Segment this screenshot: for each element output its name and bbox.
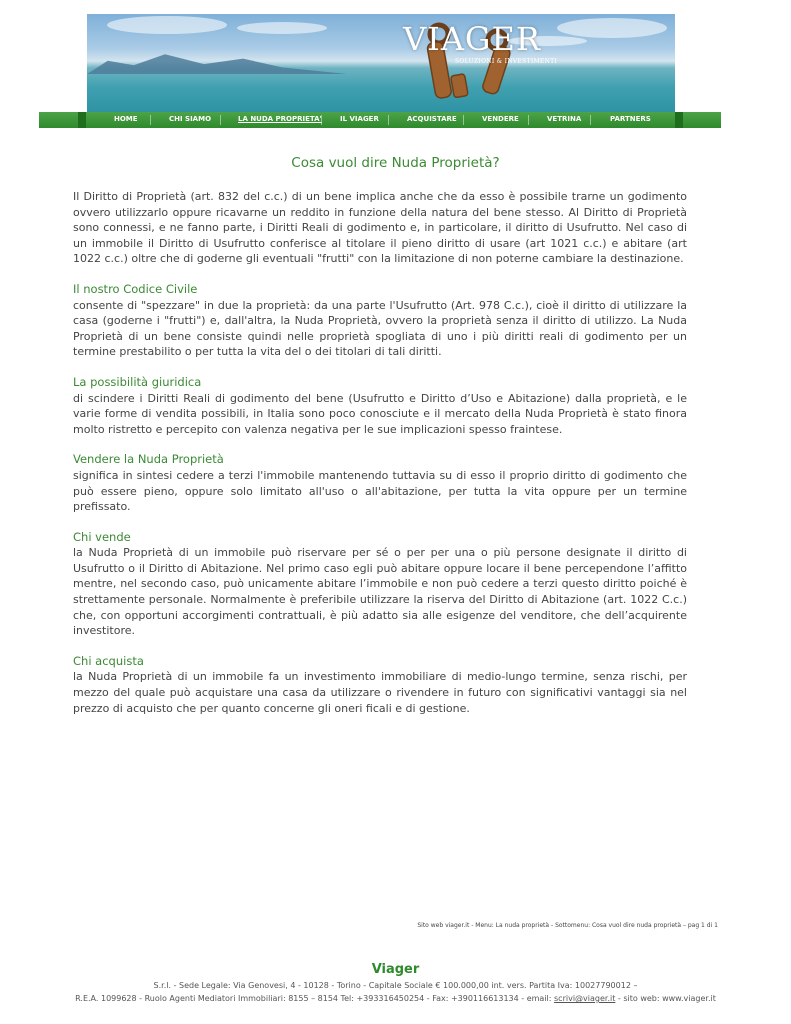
- section-text: di scindere i Diritti Reali di godimento del bene (Usufrutto e Diritto d’Uso e Abitazione) dalla proprietà, e le varie forme di vendita possibili, in Italia sono poco conosciute e il mercato della Nuda Proprietà è stato finora molto ristretto e percepito con valenza negativa per le sue implicazioni spesso fraintese.: [73, 391, 687, 436]
- nav-separator: [321, 115, 322, 125]
- logo-title: VIAGER: [403, 20, 541, 58]
- section-heading: Il nostro Codice Civile: [73, 281, 198, 296]
- nav-item-acquistare[interactable]: ACQUISTARE: [407, 115, 457, 123]
- header-banner: [87, 14, 675, 112]
- footer-brand: Viager: [371, 962, 420, 977]
- page-title: Cosa vuol dire Nuda Proprietà?: [291, 155, 500, 171]
- section-text: consente di "spezzare" in due la proprietà: da una parte l'Usufrutto (Art. 978 C.c.), cioè il diritto di utilizzare la casa (goderne i "frutti") e, dall'altra, la Nuda Proprietà, ovvero la proprietà senza il diritto di utilizzo. La Nuda Proprietà di un bene consiste quindi nelle proprietà spogliata di uno i più diritti reali di godimento per un termine prestabilito o per tutta la vita del o dei titolari di tali diritti.: [73, 298, 687, 359]
- nav-item-vetrina[interactable]: VETRINA: [547, 115, 582, 123]
- section-codice-civile: [73, 282, 687, 360]
- breadcrumb: Sito web viager.it - Menu: La nuda proprietà - Sottomenu: Cosa vuol dire nuda proprietà – pag 1 di 1: [417, 922, 718, 929]
- footer-contact-prefix: R.E.A. 1099628 - Ruolo Agenti Mediatori Immobiliari: 8155 – 8154 Tel: +393316450254 - Fax: +390116613134 - email:: [75, 994, 555, 1003]
- footer-contact-suffix: - sito web: www.viager.it: [615, 994, 716, 1003]
- section-heading: Vendere la Nuda Proprietà: [73, 452, 224, 467]
- nav-separator: [220, 115, 221, 125]
- nav-item-partners[interactable]: PARTNERS: [610, 115, 651, 123]
- nav-item-il-viager[interactable]: IL VIAGER: [340, 115, 379, 123]
- island-silhouette: [87, 52, 347, 74]
- article-content: [73, 189, 687, 716]
- nav-left-cap: [78, 112, 86, 128]
- section-text: significa in sintesi cedere a terzi l'immobile mantenendo tuttavia su di esso il proprio diritto di godimento che può essere pieno, oppure solo limitato all'uso o all'abitazione, per tutta la vita oppure per un termine prefissato.: [73, 468, 687, 514]
- nav-separator: [388, 115, 389, 125]
- section-heading: La possibilità giuridica: [73, 374, 202, 389]
- nav-item-home[interactable]: HOME: [114, 115, 138, 123]
- nav-item-vendere[interactable]: VENDERE: [482, 115, 519, 123]
- footer-contact-info: [0, 994, 791, 1003]
- section-text: la Nuda Proprietà di un immobile può riservare per sé o per per una o più persone designate il diritto di Usufrutto o il Diritto di Abitazione. Nel primo caso egli può abitare oppure locare il bene percependone l’affitto mentre, nel secondo caso, può unicamente abitare l’immobile e non può cedere a terzi questo diritto poiché è strettamente personale. Normalmente è preferibile utilizzare la riserva del Diritto di Abitazione (art. 1022 C.c.) che, con opportuni accorgimenti contrattuali, è più adatto sia alle esigenze del venditore, che dell’acquirente investitore.: [73, 546, 687, 638]
- nav-separator: [528, 115, 529, 125]
- nav-separator: [463, 115, 464, 125]
- nav-right-cap: [675, 112, 683, 128]
- nav-item-nuda-proprieta[interactable]: LA NUDA PROPRIETA': [238, 115, 322, 123]
- intro-paragraph: Il Diritto di Proprietà (art. 832 del c.c.) di un bene implica anche che da esso è possibile trarne un godimento ovvero utilizzarlo oppure ricavarne un reddito in funzione della natura del bene stesso. Al Diritto di Proprietà sono connessi, e ne fanno parte, i Diritti Reali di godimento e, in particolare, il diritto di Usufrutto. Nel caso di un immobile il Diritto di Usufrutto conferisce al titolare il pieno diritto di usare (art 1021 c.c.) e abitare (art 1022 c.c.) oltre che di goderne gli eventuali "frutti" con la limitazione di non poterne cambiare la destinazione.: [73, 190, 687, 266]
- nav-separator: [590, 115, 591, 125]
- section-chi-acquista: [73, 654, 687, 716]
- logo-subtitle: SOLUZIONI & INVESTIMENTI: [455, 58, 558, 65]
- nav-item-chi-siamo[interactable]: CHI SIAMO: [169, 115, 212, 123]
- section-heading: Chi acquista: [73, 653, 144, 668]
- section-heading: Chi vende: [73, 529, 131, 544]
- footer-email-link[interactable]: scrivi@viager.it: [554, 994, 616, 1003]
- section-possibilita-giuridica: [73, 375, 687, 437]
- main-nav: [39, 112, 721, 128]
- footer-company-info: S.r.l. - Sede Legale: Via Genovesi, 4 - 10128 - Torino - Capitale Sociale € 100.000,00 int. vers. Partita Iva: 10027790012 –: [153, 981, 638, 990]
- nav-separator: [150, 115, 151, 125]
- section-text: la Nuda Proprietà di un immobile fa un investimento immobiliare di medio-lungo termine, senza rischi, per mezzo del quale può acquistare una casa da utilizzare o rivendere in futuro con significativi vantaggi sia nel prezzo di acquisto che per quanto concerne gli oneri ficali e di gestione.: [73, 670, 687, 715]
- section-vendere: [73, 452, 687, 514]
- section-chi-vende: [73, 530, 687, 639]
